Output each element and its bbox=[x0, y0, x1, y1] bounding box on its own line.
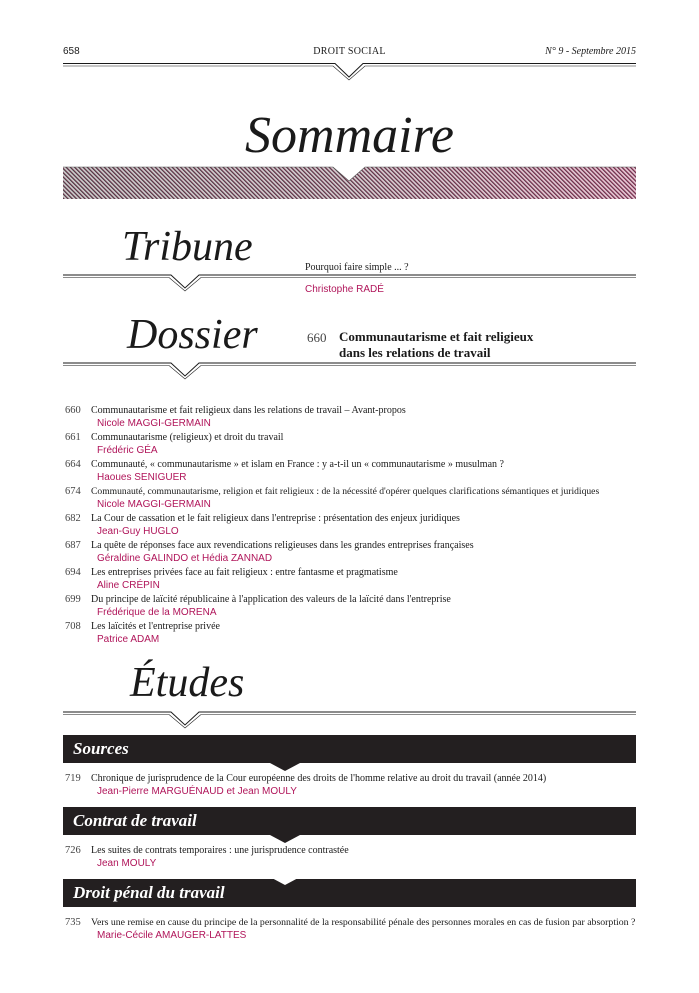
article-page: 682 bbox=[65, 513, 81, 524]
article-author: Jean-Pierre MARGUÉNAUD et Jean MOULY bbox=[97, 786, 297, 797]
article-page: 726 bbox=[65, 845, 81, 856]
dossier-divider bbox=[63, 362, 636, 380]
article-title[interactable]: Communauté, communautarisme, religion et fait religieux : de la nécessité d'opérer quelques clarifications sémantiques et juridiques bbox=[91, 486, 600, 497]
article-author: Nicole MAGGI-GERMAIN bbox=[97, 499, 211, 510]
article-page: 660 bbox=[65, 405, 81, 416]
section-heading-tribune: Tribune bbox=[122, 224, 253, 270]
article-title[interactable]: Les laïcités et l'entreprise privée bbox=[91, 621, 220, 632]
article-page: 694 bbox=[65, 567, 81, 578]
article-author: Nicole MAGGI-GERMAIN bbox=[97, 418, 211, 429]
section-heading-etudes: Études bbox=[130, 660, 245, 706]
tribune-author: Christophe RADÉ bbox=[305, 284, 384, 295]
article-title[interactable]: Chronique de jurisprudence de la Cour européenne des droits de l'homme relative au droit du travail (année 2014) bbox=[91, 773, 547, 784]
subsection-bar-sources: Sources bbox=[63, 735, 636, 763]
subsection-bar-droit-penal: Droit pénal du travail bbox=[63, 879, 636, 907]
bar-notch-icon bbox=[270, 835, 300, 845]
article-title[interactable]: Communauté, « communautarisme » et islam en France : y a-t-il un « communautarisme » musulman ? bbox=[91, 459, 504, 470]
article-page: 708 bbox=[65, 621, 81, 632]
tribune-article-title[interactable]: Pourquoi faire simple ... ? bbox=[305, 262, 409, 273]
article-title[interactable]: Les suites de contrats temporaires : une jurisprudence contrastée bbox=[91, 845, 349, 856]
section-heading-dossier: Dossier bbox=[127, 312, 258, 358]
article-title[interactable]: Vers une remise en cause du principe de la personnalité de la responsabilité pénale des personnes morales en cas de fusion par absorption ? bbox=[91, 917, 636, 928]
main-title: Sommaire bbox=[245, 107, 454, 164]
article-title[interactable]: Communautarisme (religieux) et droit du travail bbox=[91, 432, 284, 443]
article-page: 674 bbox=[65, 486, 81, 497]
article-title[interactable]: La quête de réponses face aux revendications religieuses dans les grandes entreprises françaises bbox=[91, 540, 474, 551]
article-page: 661 bbox=[65, 432, 81, 443]
hatched-divider bbox=[63, 165, 636, 207]
page-number: 658 bbox=[63, 46, 80, 57]
article-author: Patrice ADAM bbox=[97, 634, 160, 645]
article-title[interactable]: La Cour de cassation et le fait religieux dans l'entreprise : présentation des enjeux juridiques bbox=[91, 513, 460, 524]
header-divider bbox=[63, 62, 636, 82]
article-title[interactable]: Les entreprises privées face au fait religieux : entre fantasme et pragmatisme bbox=[91, 567, 398, 578]
article-author: Aline CRÉPIN bbox=[97, 580, 160, 591]
article-page: 719 bbox=[65, 773, 81, 784]
article-page: 735 bbox=[65, 917, 81, 928]
article-title[interactable]: Communautarisme et fait religieux dans les relations de travail – Avant-propos bbox=[91, 405, 406, 416]
dossier-lead-page: 660 bbox=[307, 330, 327, 345]
article-author: Géraldine GALINDO et Hédia ZANNAD bbox=[97, 553, 273, 564]
article-title[interactable]: Du principe de laïcité républicaine à l'application des valeurs de la laïcité dans l'entreprise bbox=[91, 594, 451, 605]
article-author: Jean-Guy HUGLO bbox=[97, 526, 179, 537]
bar-notch-icon bbox=[270, 763, 300, 773]
dossier-lead-title-line2[interactable]: dans les relations de travail bbox=[339, 345, 491, 360]
article-author: Jean MOULY bbox=[97, 858, 157, 869]
bar-notch-icon bbox=[270, 877, 300, 887]
article-author: Haoues SENIGUER bbox=[97, 472, 187, 483]
article-author: Marie-Cécile AMAUGER-LATTES bbox=[97, 930, 247, 941]
article-author: Frédérique de la MORENA bbox=[97, 607, 217, 618]
etudes-divider bbox=[63, 711, 636, 729]
subsection-bar-contrat: Contrat de travail bbox=[63, 807, 636, 835]
journal-name: DROIT SOCIAL bbox=[313, 46, 386, 57]
article-page: 664 bbox=[65, 459, 81, 470]
issue-label: N° 9 - Septembre 2015 bbox=[545, 46, 636, 57]
article-page: 687 bbox=[65, 540, 81, 551]
dossier-lead-title-line1[interactable]: Communautarisme et fait religieux bbox=[339, 329, 534, 344]
article-page: 699 bbox=[65, 594, 81, 605]
article-author: Frédéric GÉA bbox=[97, 445, 158, 456]
